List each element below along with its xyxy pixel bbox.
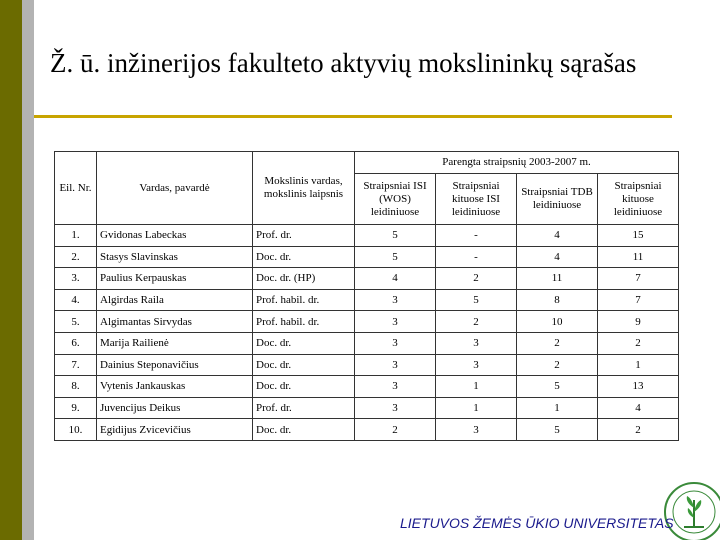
cell-degree: Prof. dr.	[253, 225, 355, 247]
cell-isi-wos: 4	[355, 268, 436, 290]
cell-isi-wos: 3	[355, 332, 436, 354]
cell-other: 2	[598, 419, 679, 441]
cell-name: Vytenis Jankauskas	[97, 376, 253, 398]
header-isi-wos: Straipsniai ISI (WOS) leidiniuose	[355, 174, 436, 225]
cell-isi-wos: 5	[355, 246, 436, 268]
cell-other-isi: 3	[436, 354, 517, 376]
cell-name: Marija Railienė	[97, 332, 253, 354]
header-no: Eil. Nr.	[55, 152, 97, 225]
cell-name: Juvencijus Deikus	[97, 397, 253, 419]
title-underline	[34, 115, 672, 118]
cell-other-isi: 1	[436, 397, 517, 419]
table-row	[55, 268, 679, 290]
cell-no: 1.	[55, 225, 97, 247]
cell-tdb: 8	[517, 289, 598, 311]
cell-other-isi: 2	[436, 268, 517, 290]
cell-no: 9.	[55, 397, 97, 419]
cell-tdb: 2	[517, 354, 598, 376]
cell-no: 4.	[55, 289, 97, 311]
cell-tdb: 11	[517, 268, 598, 290]
cell-other: 7	[598, 268, 679, 290]
cell-other-isi: 2	[436, 311, 517, 333]
cell-tdb: 4	[517, 225, 598, 247]
slide-title: Ž. ū. inžinerijos fakulteto aktyvių mokslininkų sąrašas	[50, 48, 637, 78]
cell-name: Stasys Slavinskas	[97, 246, 253, 268]
cell-other-isi: 3	[436, 332, 517, 354]
cell-degree: Doc. dr.	[253, 332, 355, 354]
cell-other: 11	[598, 246, 679, 268]
cell-other-isi: -	[436, 246, 517, 268]
cell-no: 7.	[55, 354, 97, 376]
cell-degree: Prof. habil. dr.	[253, 289, 355, 311]
cell-tdb: 5	[517, 376, 598, 398]
cell-tdb: 10	[517, 311, 598, 333]
cell-no: 10.	[55, 419, 97, 441]
cell-other: 7	[598, 289, 679, 311]
table-body	[55, 225, 679, 441]
header-tdb: Straipsniai TDB leidiniuose	[517, 174, 598, 225]
left-accent-bar	[0, 0, 22, 540]
cell-other-isi: 1	[436, 376, 517, 398]
table-row	[55, 354, 679, 376]
left-accent-bar-light	[22, 0, 34, 540]
university-name: LIETUVOS ŽEMĖS ŪKIO UNIVERSITETAS	[400, 515, 674, 531]
cell-other: 15	[598, 225, 679, 247]
cell-name: Algirdas Raila	[97, 289, 253, 311]
cell-isi-wos: 3	[355, 354, 436, 376]
cell-no: 8.	[55, 376, 97, 398]
table-row	[55, 246, 679, 268]
cell-other: 9	[598, 311, 679, 333]
cell-isi-wos: 3	[355, 311, 436, 333]
cell-other: 2	[598, 332, 679, 354]
table-row	[55, 397, 679, 419]
header-articles-group: Parengta straipsnių 2003-2007 m.	[355, 152, 679, 174]
cell-other: 1	[598, 354, 679, 376]
cell-degree: Doc. dr.	[253, 354, 355, 376]
cell-other: 13	[598, 376, 679, 398]
scientists-table	[54, 151, 679, 441]
cell-name: Algimantas Sirvydas	[97, 311, 253, 333]
cell-no: 6.	[55, 332, 97, 354]
cell-isi-wos: 3	[355, 289, 436, 311]
cell-name: Egidijus Zvicevičius	[97, 419, 253, 441]
cell-isi-wos: 5	[355, 225, 436, 247]
cell-tdb: 2	[517, 332, 598, 354]
cell-tdb: 1	[517, 397, 598, 419]
cell-degree: Doc. dr.	[253, 376, 355, 398]
cell-degree: Doc. dr.	[253, 419, 355, 441]
cell-other: 4	[598, 397, 679, 419]
cell-degree: Prof. habil. dr.	[253, 311, 355, 333]
table-row	[55, 225, 679, 247]
table-row	[55, 376, 679, 398]
table-row	[55, 419, 679, 441]
cell-no: 5.	[55, 311, 97, 333]
table-row	[55, 332, 679, 354]
cell-other-isi: -	[436, 225, 517, 247]
cell-degree: Doc. dr.	[253, 246, 355, 268]
cell-name: Paulius Kerpauskas	[97, 268, 253, 290]
header-other-isi: Straipsniai kituose ISI leidiniuose	[436, 174, 517, 225]
cell-degree: Prof. dr.	[253, 397, 355, 419]
cell-no: 2.	[55, 246, 97, 268]
cell-tdb: 4	[517, 246, 598, 268]
cell-other-isi: 3	[436, 419, 517, 441]
cell-name: Dainius Steponavičius	[97, 354, 253, 376]
cell-isi-wos: 3	[355, 376, 436, 398]
header-other: Straipsniai kituose leidiniuose	[598, 174, 679, 225]
cell-other-isi: 5	[436, 289, 517, 311]
cell-isi-wos: 3	[355, 397, 436, 419]
cell-isi-wos: 2	[355, 419, 436, 441]
cell-degree: Doc. dr. (HP)	[253, 268, 355, 290]
table-row	[55, 311, 679, 333]
cell-tdb: 5	[517, 419, 598, 441]
table-row	[55, 289, 679, 311]
header-name: Vardas, pavardė	[97, 152, 253, 225]
cell-name: Gvidonas Labeckas	[97, 225, 253, 247]
header-degree: Mokslinis vardas, mokslinis laipsnis	[253, 152, 355, 225]
cell-no: 3.	[55, 268, 97, 290]
